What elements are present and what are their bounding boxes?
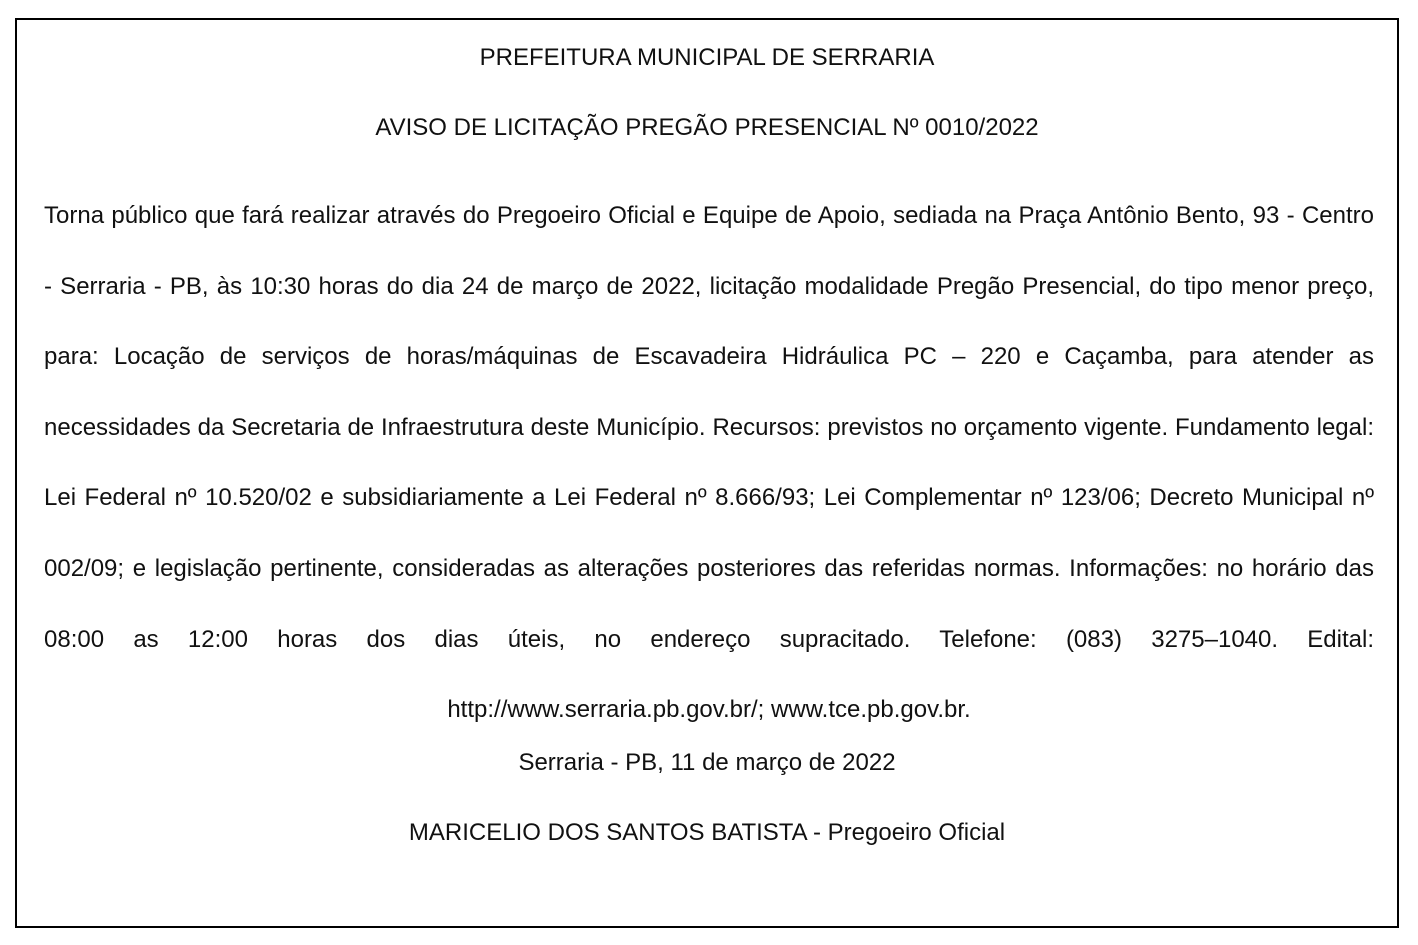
notice-frame [15,18,1399,928]
notice-subtitle: AVISO DE LICITAÇÃO PREGÃO PRESENCIAL Nº 0010/2022 [375,114,1039,141]
notice-place-date: Serraria - PB, 11 de março de 2022 [518,749,896,776]
notice-body: Torna público que fará realizar através do Pregoeiro Oficial e Equipe de Apoio, sediada na Praça Antônio Bento, 93 - Centro - Serraria - PB, às 10:30 horas do dia 24 de março de 2022, licitação modalidade Pregão Presencial, do tipo menor preço, para: Locação de serviços de horas/máquinas de Escavadeira Hidráulica PC – 220 e Caçamba, para atender as necessidades da Secretaria de Infraestrutura deste Município. Recursos: previstos no orçamento vigente. Fundamento legal: Lei Federal nº 10.520/02 e subsidiariamente a Lei Federal nº 8.666/93; Lei Complementar nº 123/06; Decreto Municipal nº 002/09; e legislação pertinente, consideradas as alterações posteriores das referidas normas. Informações: no horário das 08:00 as 12:00 horas dos dias úteis, no endereço supracitado. Telefone: (083) 3275–1040. Edital: http://www.serraria.pb.gov.br/; www.tce.pb.gov.br. [44,202,1374,724]
notice-signature: MARICELIO DOS SANTOS BATISTA - Pregoeiro Oficial [408,819,1006,846]
notice-title: PREFEITURA MUNICIPAL DE SERRARIA [479,44,935,71]
